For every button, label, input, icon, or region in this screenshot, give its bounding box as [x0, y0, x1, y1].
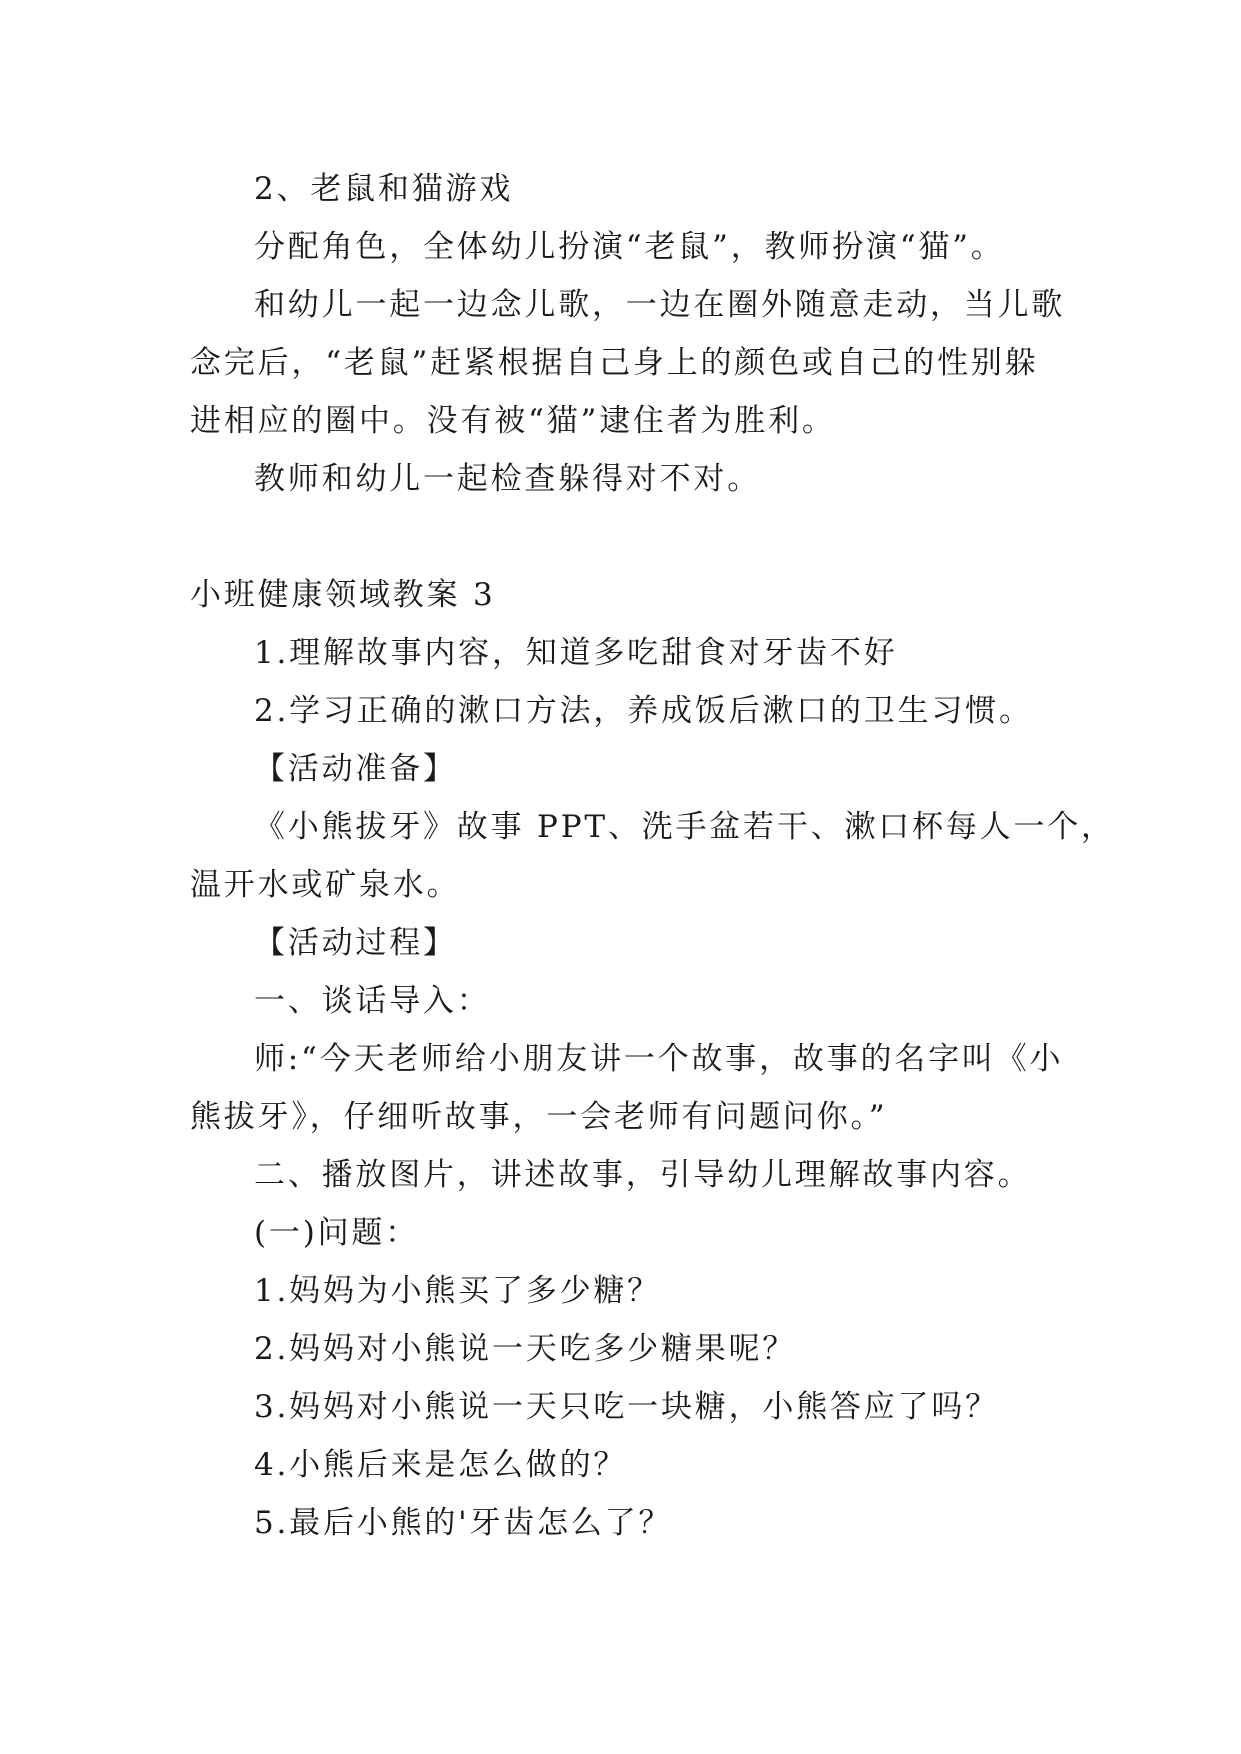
section-gap — [190, 508, 1070, 566]
question-1: 1.妈妈为小熊买了多少糖？ — [254, 1273, 661, 1309]
paragraph-check: 教师和幼儿一起检查躲得对不对。 — [254, 461, 761, 497]
goal-2: 2.学习正确的漱口方法，养成饭后漱口的卫生习惯。 — [254, 693, 1033, 729]
question-4: 4.小熊后来是怎么做的？ — [254, 1447, 628, 1483]
teacher-speech-line1: 师:“今天老师给小朋友讲一个故事，故事的名字叫《小 — [254, 1041, 1064, 1077]
paragraph-rhyme-line3: 进相应的圈中。没有被“猫”逮住者为胜利。 — [190, 403, 836, 439]
question-3: 3.妈妈对小熊说一天只吃一块糖，小熊答应了吗？ — [254, 1389, 999, 1425]
lesson-title: 小班健康领域教案 3 — [190, 577, 496, 613]
paragraph-roles: 分配角色，全体幼儿扮演“老鼠”，教师扮演“猫”。 — [254, 229, 1005, 265]
paragraph-rhyme-line2: 念完后，“老鼠”赶紧根据自己身上的颜色或自己的性别躲 — [190, 345, 1039, 381]
preparation-line2: 温开水或矿泉水。 — [190, 867, 461, 903]
goal-1: 1.理解故事内容，知道多吃甜食对牙齿不好 — [254, 635, 898, 671]
game-heading: 2、老鼠和猫游戏 — [254, 171, 514, 207]
question-2: 2.妈妈对小熊说一天吃多少糖果呢？ — [254, 1331, 797, 1367]
step-1: 一、谈话导入： — [254, 983, 491, 1019]
question-5: 5.最后小熊的'牙齿怎么了？ — [254, 1505, 673, 1541]
teacher-speech-line2: 熊拔牙》，仔细听故事，一会老师有问题问你。” — [190, 1099, 888, 1135]
step-2: 二、播放图片，讲述故事，引导幼儿理解故事内容。 — [254, 1157, 1032, 1193]
document-body — [190, 160, 1115, 1552]
questions-heading: (一)问题： — [254, 1215, 419, 1251]
preparation-heading: 【活动准备】 — [254, 751, 457, 787]
process-heading: 【活动过程】 — [254, 925, 457, 961]
paragraph-rhyme-line1: 和幼儿一起一边念儿歌，一边在圈外随意走动，当儿歌 — [254, 287, 1066, 323]
preparation-line1: 《小熊拔牙》故事 PPT、洗手盆若干、漱口杯每人一个， — [254, 809, 1115, 845]
